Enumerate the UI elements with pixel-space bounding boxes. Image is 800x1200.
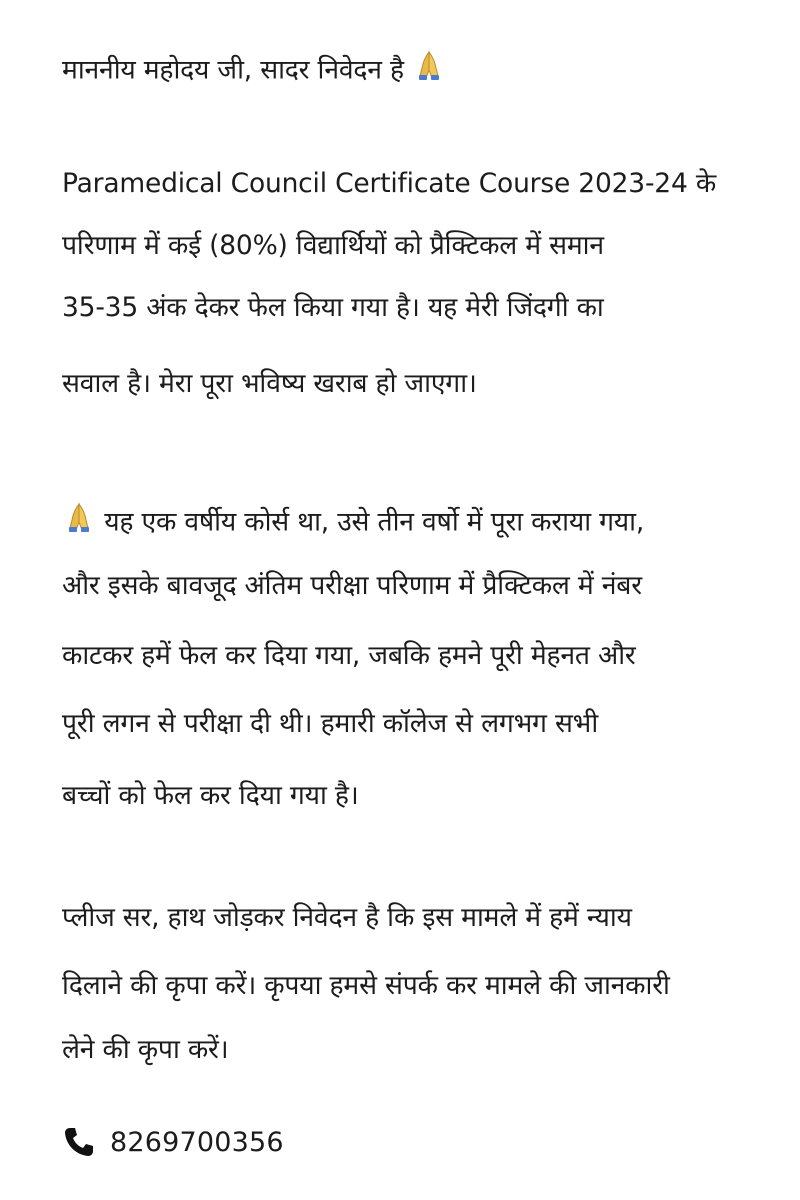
paragraph1-line: 35-35 अंक देकर फेल किया गया है। यह मेरी जिंदगी का <box>62 292 604 323</box>
greeting-line <box>62 48 770 94</box>
paragraph1-line: Paramedical Council Certificate Course 2023-24 के <box>62 168 716 199</box>
paragraph3-line: दिलाने की कृपा करें। कृपया हमसे संपर्क कर मामले की जानकारी <box>62 970 670 1001</box>
greeting-text: माननीय महोदय जी, सादर निवेदन है <box>62 54 404 86</box>
paragraph2-line: पूरी लगन से परीक्षा दी थी। हमारी कॉलेज से लगभग सभी <box>62 708 598 739</box>
paragraph2-line: और इसके बावजूद अंतिम परीक्षा परिणाम में प्रैक्टिकल में नंबर <box>62 570 642 601</box>
paragraph2-line <box>62 500 770 546</box>
paragraph2-line: काटकर हमें फेल कर दिया गया, जबकि हमने पूरी मेहनत और <box>62 640 636 671</box>
folded-hands-icon <box>62 500 96 546</box>
paragraph3-line: लेने की कृपा करें। <box>62 1034 229 1065</box>
phone-number[interactable]: 8269700356 <box>110 1126 284 1158</box>
paragraph3-line: प्लीज सर, हाथ जोड़कर निवेदन है कि इस मामले में हमें न्याय <box>62 902 632 933</box>
folded-hands-icon <box>412 48 446 94</box>
paragraph2-text: यह एक वर्षीय कोर्स था, उसे तीन वर्षो में पूरा कराया गया, <box>104 506 645 538</box>
paragraph1-line: सवाल है। मेरा पूरा भविष्य खराब हो जाएगा। <box>62 368 477 399</box>
telephone-icon <box>62 1125 96 1159</box>
contact-row <box>62 1118 284 1166</box>
paragraph2-line: बच्चों को फेल कर दिया गया है। <box>62 780 359 811</box>
paragraph1-line: परिणाम में कई (80%) विद्यार्थियों को प्रैक्टिकल में समान <box>62 230 604 261</box>
